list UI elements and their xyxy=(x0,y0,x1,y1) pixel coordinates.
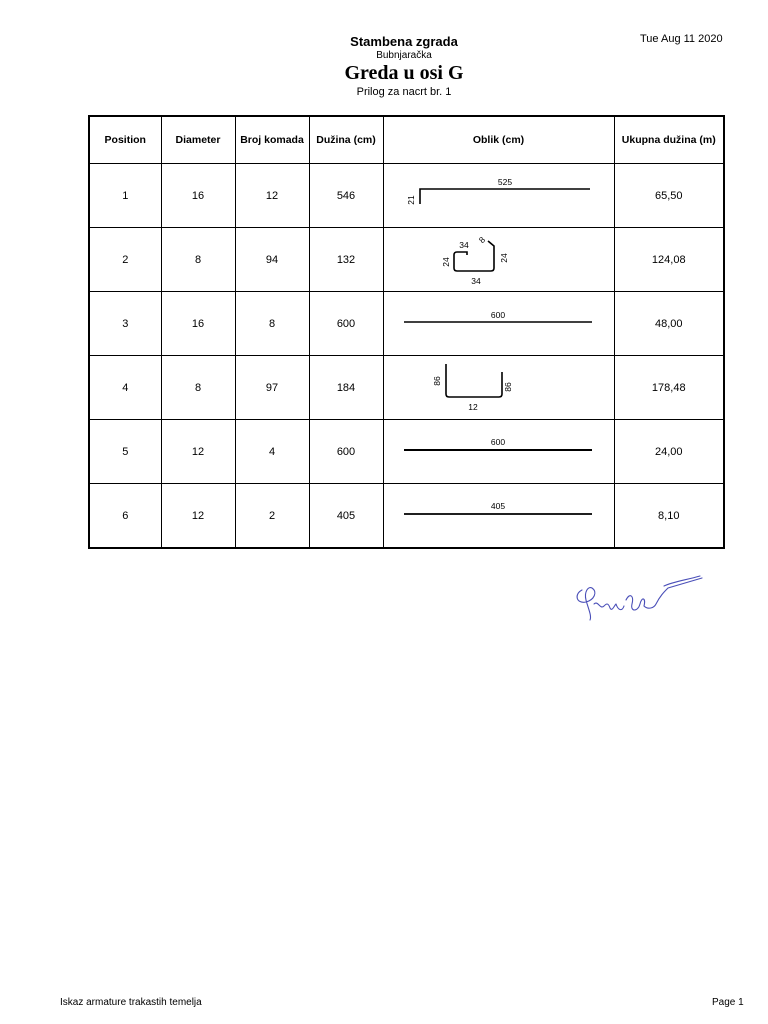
rebar-shape-straight xyxy=(384,484,615,547)
dim-label-left: 24 xyxy=(440,257,451,267)
cell-shape xyxy=(383,164,614,228)
rebar-shape-stirrup xyxy=(384,228,615,291)
dim-label-left: 21 xyxy=(405,195,416,205)
column-header-shape: Oblik (cm) xyxy=(383,116,614,164)
cell-count: 12 xyxy=(235,164,309,228)
rebar-schedule-table xyxy=(88,115,725,549)
cell-shape xyxy=(383,420,614,484)
dim-label-hook: 8 xyxy=(476,234,487,246)
cell-total-length: 48,00 xyxy=(614,292,724,356)
table-header-row xyxy=(89,116,724,164)
dim-label-right: 24 xyxy=(498,253,509,263)
cell-total-length: 124,08 xyxy=(614,228,724,292)
print-date: Tue Aug 11 2020 xyxy=(640,33,723,45)
cell-count: 2 xyxy=(235,484,309,549)
cell-position: 5 xyxy=(89,420,161,484)
cell-length: 405 xyxy=(309,484,383,549)
cell-diameter: 8 xyxy=(161,356,235,420)
cell-total-length: 24,00 xyxy=(614,420,724,484)
dim-label-bottom: 34 xyxy=(470,276,481,286)
cell-count: 97 xyxy=(235,356,309,420)
page-title: Greda u osi G xyxy=(344,62,464,84)
column-header-count: Broj komada xyxy=(235,116,309,164)
location-name: Bubnjaračka xyxy=(376,50,432,61)
column-header-total-length: Ukupna dužina (m) xyxy=(614,116,724,164)
cell-diameter: 16 xyxy=(161,292,235,356)
cell-total-length: 65,50 xyxy=(614,164,724,228)
cell-shape xyxy=(383,292,614,356)
cell-position: 4 xyxy=(89,356,161,420)
cell-count: 4 xyxy=(235,420,309,484)
cell-count: 8 xyxy=(235,292,309,356)
handwritten-signature xyxy=(568,570,708,630)
cell-total-length: 8,10 xyxy=(614,484,724,549)
dim-label-left: 86 xyxy=(431,376,442,386)
cell-length: 600 xyxy=(309,420,383,484)
table-row xyxy=(89,292,724,356)
dim-label-top: 405 xyxy=(490,501,505,511)
cell-position: 2 xyxy=(89,228,161,292)
rebar-shape-straight xyxy=(384,292,615,355)
dim-label-top: 34 xyxy=(458,240,469,250)
footer-document-name: Iskaz armature trakastih temelja xyxy=(60,997,202,1008)
cell-length: 132 xyxy=(309,228,383,292)
column-header-position: Position xyxy=(89,116,161,164)
column-header-length: Dužina (cm) xyxy=(309,116,383,164)
table-row xyxy=(89,484,724,549)
cell-diameter: 12 xyxy=(161,484,235,549)
cell-total-length: 178,48 xyxy=(614,356,724,420)
dim-label-top: 525 xyxy=(497,177,512,187)
cell-shape xyxy=(383,484,614,549)
cell-diameter: 16 xyxy=(161,164,235,228)
cell-shape xyxy=(383,356,614,420)
column-header-diameter: Diameter xyxy=(161,116,235,164)
rebar-shape-straight xyxy=(384,420,615,483)
rebar-shape-u xyxy=(384,356,615,419)
table-row xyxy=(89,164,724,228)
rebar-shape-l-hook xyxy=(384,164,615,227)
building-name: Stambena zgrada xyxy=(350,34,458,49)
dim-label-top: 600 xyxy=(490,310,505,320)
cell-count: 94 xyxy=(235,228,309,292)
footer-page-number: Page 1 xyxy=(712,997,744,1008)
cell-shape xyxy=(383,228,614,292)
cell-position: 1 xyxy=(89,164,161,228)
dim-label-right: 86 xyxy=(502,382,513,392)
table-row xyxy=(89,228,724,292)
cell-length: 546 xyxy=(309,164,383,228)
cell-diameter: 12 xyxy=(161,420,235,484)
page-subtitle: Prilog za nacrt br. 1 xyxy=(356,86,452,98)
cell-position: 6 xyxy=(89,484,161,549)
dim-label-bottom: 12 xyxy=(467,402,478,412)
cell-length: 184 xyxy=(309,356,383,420)
cell-length: 600 xyxy=(309,292,383,356)
table-row xyxy=(89,356,724,420)
table-row xyxy=(89,420,724,484)
cell-position: 3 xyxy=(89,292,161,356)
dim-label-top: 600 xyxy=(490,437,505,447)
cell-diameter: 8 xyxy=(161,228,235,292)
